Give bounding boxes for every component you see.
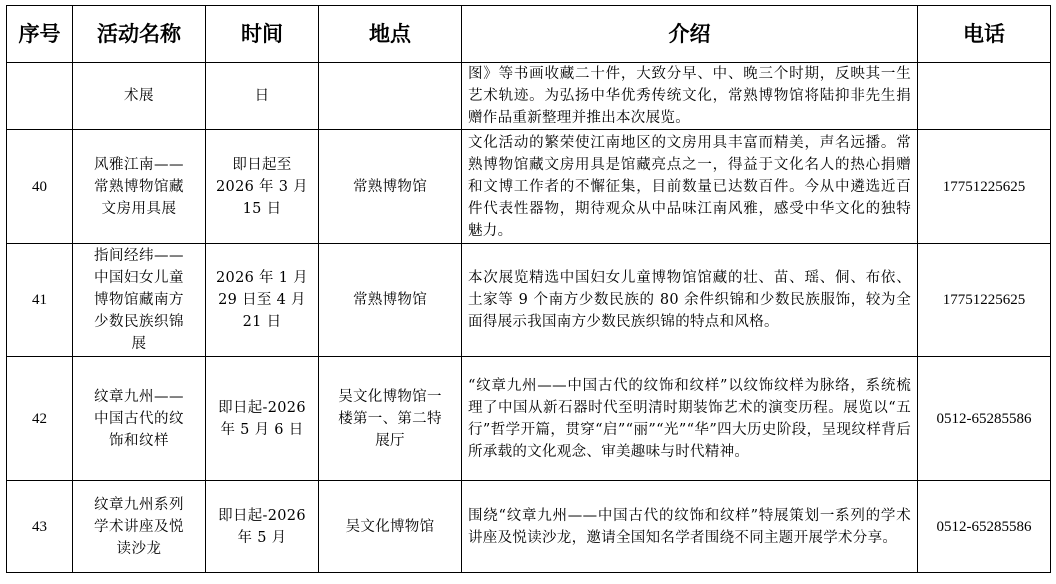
- cell-intro: [462, 481, 918, 573]
- header-place: 地点: [319, 6, 462, 63]
- cell-activity-name-line: 纹章九州系列: [94, 496, 184, 513]
- cell-time-line: 即日起-2026: [218, 399, 306, 416]
- cell-place: [319, 357, 462, 481]
- cell-time-line: 即日起-2026: [218, 507, 306, 524]
- cell-time-line: 15 日: [242, 200, 282, 217]
- table-row: [7, 130, 1051, 244]
- table-row: [7, 357, 1051, 481]
- cell-time-line: 2026 年 1 月: [216, 270, 308, 286]
- cell-activity-name-line: 展: [131, 336, 147, 352]
- cell-activity-name-line: 术展: [124, 88, 154, 104]
- cell-phone: 17751225625: [918, 244, 1051, 357]
- table-row: [7, 244, 1051, 357]
- cell-place: [319, 130, 462, 244]
- cell-activity-name-line: 中国妇女儿童: [94, 270, 184, 286]
- cell-activity-name-line: 少数民族织锦: [94, 314, 184, 330]
- cell-no: [7, 63, 73, 130]
- cell-place: [319, 244, 462, 357]
- cell-activity-name-line: 学术讲座及悦: [94, 518, 184, 535]
- cell-time-line: 年 5 月 6 日: [220, 421, 304, 438]
- cell-place: [319, 481, 462, 573]
- cell-place-line: 吴文化博物馆: [345, 518, 435, 535]
- table-header-row: [7, 6, 1051, 63]
- activity-table: [6, 5, 1051, 573]
- cell-activity-name: [73, 63, 206, 130]
- cell-activity-name-line: 读沙龙: [116, 540, 162, 557]
- cell-intro-line: 围绕“纹章九州——中国古代的纹饰和纹样”特展策划一系列的学术讲座及悦读沙龙，邀请全国知名学者围绕不同主题开展学术分享。: [468, 507, 911, 546]
- cell-time: [206, 63, 319, 130]
- cell-time: [206, 244, 319, 357]
- cell-activity-name-line: 饰和纹样: [109, 432, 169, 449]
- cell-activity-name-line: 文房用具展: [101, 200, 177, 217]
- cell-time: [206, 481, 319, 573]
- cell-phone: 17751225625: [918, 130, 1051, 244]
- cell-intro: [462, 357, 918, 481]
- table-row: [7, 63, 1051, 130]
- header-name: 活动名称: [73, 6, 206, 63]
- cell-intro-line: 文化活动的繁荣使江南地区的文房用具丰富而精美，声名远播。常熟博物馆藏文房用具是馆藏亮点之一，得益于文化名人的热心捐赠和文博工作者的不懈征集，目前数量已达数百件。今从中遴选近百件代表性器物，期待观众从中品味江南风雅，感受中华文化的独特魅力。: [468, 134, 911, 239]
- cell-activity-name: [73, 357, 206, 481]
- cell-phone: 0512-65285586: [918, 357, 1051, 481]
- cell-intro: [462, 244, 918, 357]
- cell-place-line: 展厅: [375, 432, 405, 449]
- cell-intro-line: 本次展览精选中国妇女儿童博物馆馆藏的壮、苗、瑶、侗、布依、土家等 9 个南方少数民族的 80 余件织锦和少数民族服饰，较为全面得展示我国南方少数民族织锦的特点和风格。: [468, 270, 911, 330]
- cell-place-line: 常熟博物馆: [353, 178, 427, 195]
- header-time: 时间: [206, 6, 319, 63]
- cell-time: [206, 357, 319, 481]
- cell-activity-name: [73, 244, 206, 357]
- cell-activity-name-line: 风雅江南——: [94, 156, 184, 173]
- cell-no: 40: [7, 130, 73, 244]
- cell-time-line: 2026 年 3 月: [216, 178, 308, 195]
- cell-place-line: 常熟博物馆: [353, 292, 427, 308]
- header-phone: 电话: [918, 6, 1051, 63]
- cell-activity-name-line: 常熟博物馆藏: [94, 178, 184, 195]
- cell-no: 42: [7, 357, 73, 481]
- header-no: 序号: [7, 6, 73, 63]
- activity-table-container: [6, 5, 1051, 573]
- cell-activity-name-line: 纹章九州——: [94, 388, 184, 405]
- cell-intro: [462, 130, 918, 244]
- cell-activity-name: [73, 130, 206, 244]
- cell-time-line: 年 5 月: [237, 529, 287, 546]
- cell-place: [319, 63, 462, 130]
- cell-activity-name: [73, 481, 206, 573]
- cell-time-line: 即日起至: [232, 156, 292, 173]
- cell-intro-line: “纹章九州——中国古代的纹饰和纹样”以纹饰纹样为脉络，系统梳理了中国从新石器时代至明清时期装饰艺术的演变历程。展览以“五行”哲学开篇，贯穿“启”“丽”“光”“华”四大历史阶段，呈现纹样背后所承载的文化观念、审美趣味与时代精神。: [468, 377, 911, 460]
- cell-no: 43: [7, 481, 73, 573]
- cell-intro: [462, 63, 918, 130]
- table-row: [7, 481, 1051, 573]
- cell-activity-name-line: 中国古代的纹: [94, 410, 184, 427]
- cell-time: [206, 130, 319, 244]
- cell-activity-name-line: 博物馆藏南方: [94, 292, 184, 308]
- cell-time-line: 29 日至 4 月: [218, 292, 306, 308]
- cell-intro-line: 图》等书画收藏二十件，大致分早、中、晚三个时期，反映其一生艺术轨迹。为弘扬中华优秀传统文化，常熟博物馆将陆抑非先生捐赠作品重新整理并推出本次展览。: [468, 66, 911, 126]
- cell-time-line: 21 日: [242, 314, 282, 330]
- cell-no: 41: [7, 244, 73, 357]
- cell-phone: 0512-65285586: [918, 481, 1051, 573]
- cell-place-line: 楼第一、第二特: [338, 410, 442, 427]
- cell-place-line: 吴文化博物馆一: [338, 388, 442, 405]
- cell-activity-name-line: 指间经纬——: [94, 248, 184, 264]
- cell-phone: [918, 63, 1051, 130]
- header-intro: 介绍: [462, 6, 918, 63]
- cell-time-line: 日: [254, 88, 270, 104]
